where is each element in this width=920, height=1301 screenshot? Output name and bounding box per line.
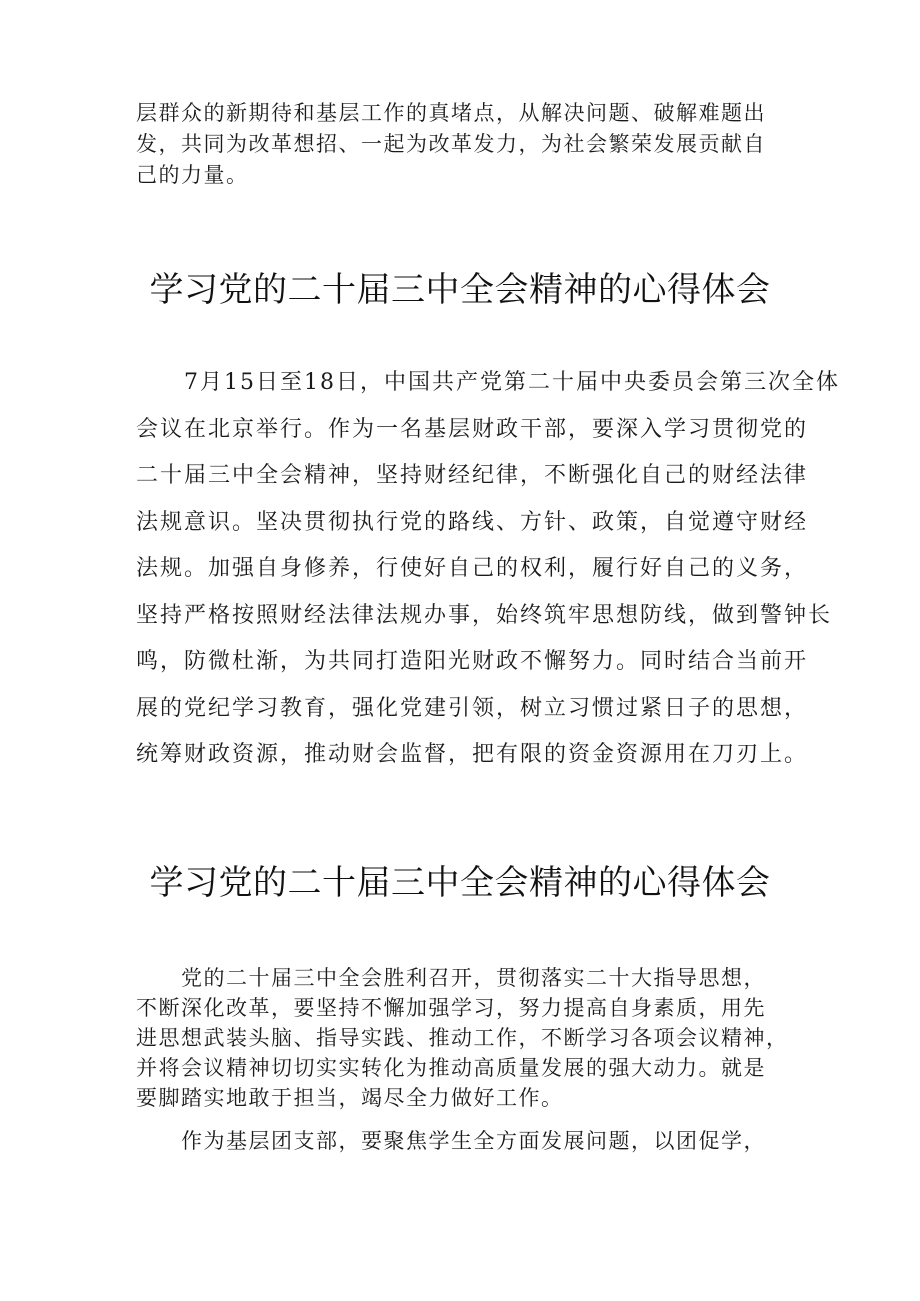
paragraph-line: 党的二十届三中全会胜利召开，贯彻落实二十大指导思想， [136, 966, 766, 990]
paragraph-line: 发，共同为改革想招、一起为改革发力，为社会繁荣发展贡献自 [136, 132, 766, 156]
paragraph-line: 并将会议精神切切实实转化为推动高质量发展的强大动力。就是 [136, 1056, 766, 1080]
section-1-paragraph [136, 360, 840, 779]
paragraph-line: 己的力量。 [136, 163, 249, 187]
section-2-paragraph-2 [136, 1126, 796, 1156]
paragraph-line: 法规。加强自身修养，行使好自己的权利，履行好自己的义务， [136, 556, 809, 581]
paragraph-line: 不断深化改革，要坚持不懈加强学习，努力提高自身素质，用先 [136, 996, 766, 1020]
section-2-title: 学习党的二十届三中全会精神的心得体会 [149, 863, 771, 903]
intro-paragraph [136, 98, 796, 191]
paragraph-line: 坚持严格按照财经法律法规办事，始终筑牢思想防线，做到警钟长 [136, 602, 833, 628]
paragraph-line: 统筹财政资源，推动财会监督，把有限的资金资源用在刀刃上。 [136, 742, 809, 767]
section-2-paragraph-1 [136, 963, 796, 1113]
paragraph-line: 法规意识。坚决贯彻执行党的路线、方针、政策，自觉遵守财经 [136, 509, 809, 535]
paragraph-line: 会议在北京举行。作为一名基层财政干部，要深入学习贯彻党的 [136, 416, 809, 442]
paragraph-line: 鸣，防微杜渐，为共同打造阳光财政不懈努力。同时结合当前开 [136, 649, 809, 674]
paragraph-line: 展的党纪学习教育，强化党建引领，树立习惯过紧日子的思想， [136, 695, 809, 721]
paragraph-line: 作为基层团支部，要聚焦学生全方面发展问题，以团促学， [136, 1129, 766, 1153]
paragraph-line: 要脚踏实地敢于担当，竭尽全力做好工作。 [136, 1086, 564, 1110]
paragraph-line: 层群众的新期待和基层工作的真堵点，从解决问题、破解难题出 [136, 101, 766, 125]
paragraph-line: 进思想武装头脑、指导实践、推动工作，不断学习各项会议精神， [136, 1026, 789, 1050]
paragraph-line: 7月15日至18日，中国共产党第二十届中央委员会第三次全体 [136, 370, 840, 395]
paragraph-line: 二十届三中全会精神，坚持财经纪律，不断强化自己的财经法律 [136, 463, 809, 488]
section-1-title: 学习党的二十届三中全会精神的心得体会 [149, 270, 771, 310]
